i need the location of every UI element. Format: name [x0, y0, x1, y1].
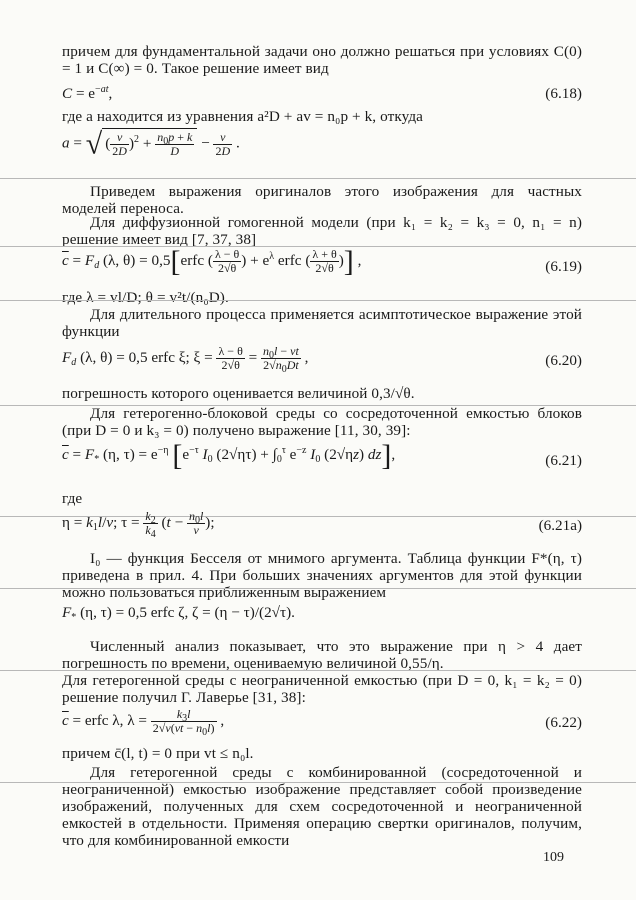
equation-6-19: $\overline{c} = F_d$ (λ, θ) = 0,5[erfc ( $\frac{\lambda - \theta}{2√\theta}$ ) + $e^\lambda$ erfc ( $\frac{\lambda + \theta}{2√\theta}$ )] , [62, 245, 362, 278]
paragraph-13: причем c̄(l, t) = 0 при vt ≤ n₀l. [62, 745, 254, 762]
equation-6-18: $C = e^{-at}$, [62, 84, 113, 102]
paragraph-14: Для гетерогенной среды с комбинированной (сосредоточенной и неограниченной) емкостью изображение представляет собой произведение изображений, полученных для схем сосредоточенной и неограниченной емкостей в отдельности. Применяя операцию свертки оригиналов, получим, что для комбинированной емкости [62, 764, 582, 849]
equation-approximation: $F_*$ (η, τ) = 0,5 erfc ζ, ζ = (η − τ)/(2√τ). [62, 604, 295, 623]
paragraph-8: Для гетерогенно-блоковой среды со сосредоточенной емкостью блоков (при D = 0 и k₃ = 0) получено выражение [11, 30, 39]: [62, 405, 582, 439]
paragraph-7: погрешность которого оценивается величиной 0,3/√θ. [62, 385, 415, 402]
paragraph-6: Для длительного процесса применяется асимптотическое выражение этой функции [62, 306, 582, 340]
page-number: 109 [543, 850, 564, 865]
paragraph-11: Численный анализ показывает, что это выражение при η > 4 дает погрешность по времени, оцениваемую величиной 0,55/η. [62, 638, 582, 672]
equation-number-6-20: (6.20) [545, 352, 582, 369]
paragraph-3: Приведем выражения оригиналов этого изображения для частных моделей переноса. [62, 183, 582, 217]
paragraph-10: I₀ — функция Бесселя от мнимого аргумента. Таблица функции F*(η, τ) приведена в прил. 4. При больших значениях аргументов для этой функции можно пользоваться приближенным выражением [62, 550, 582, 601]
equation-number-6-21: (6.21) [545, 452, 582, 469]
equation-6-21a: $\eta = k_1l/v$; τ = $\frac{k_2}{k_4}$ (t − $\frac{n_0l}{v}$ ); [62, 509, 215, 540]
paragraph-5: где λ = vl/D; θ = v²t/(n₀D). [62, 289, 229, 306]
scan-line [0, 588, 636, 589]
equation-6-20: $F_d$ (λ, θ) = 0,5 erfc ξ; ξ = $\frac{\lambda - \theta}{2√\theta}$ = $\frac{n_0l - vt}{2√n_0Dt}$ , [62, 344, 309, 375]
scan-line [0, 670, 636, 671]
paragraph-2: где a находится из уравнения a²D + av = n₀p + k, откуда [62, 108, 423, 125]
equation-number-6-21a: (6.21a) [538, 517, 582, 534]
equation-6-22: $\overline{c}$ = erfc λ, λ = $\frac{k_3l}{2√v(vt - n_0l)}$ , [62, 707, 225, 738]
paragraph-12: Для гетерогенной среды с неограниченной емкостью (при D = 0, k₁ = k₂ = 0) решение получил Г. Лаверье [31, 38]: [62, 672, 582, 706]
equation-6-21: $\overline{c} = F_*$ (η, $\tau) = e^{-\eta}$ [$e^{-\tau}$ $I_0$ $(2√\eta\tau) + \int_0^\tau$ $e^{-z}$ $I_0$ (2√ηz) dz], [62, 439, 396, 473]
paragraph-1: причем для фундаментальной задачи оно должно решаться при условиях C(0) = 1 и C(∞) = 0. Такое решение имеет вид [62, 43, 582, 77]
equation-a: a = √( $\frac{v}{2D}$ )$^2$ + $\frac{n_0p + k}{D}$ − $\frac{v}{2D}$ . [62, 127, 240, 161]
scan-line [0, 300, 636, 301]
equation-number-6-18: (6.18) [545, 85, 582, 102]
equation-number-6-19: (6.19) [545, 258, 582, 275]
paragraph-9: где [62, 490, 83, 507]
scan-line [0, 178, 636, 179]
paragraph-4: Для диффузионной гомогенной модели (при k₁ = k₂ = k₃ = 0, n₁ = n) решение имеет вид [7, 37, 38] [62, 214, 582, 248]
equation-number-6-22: (6.22) [545, 714, 582, 731]
